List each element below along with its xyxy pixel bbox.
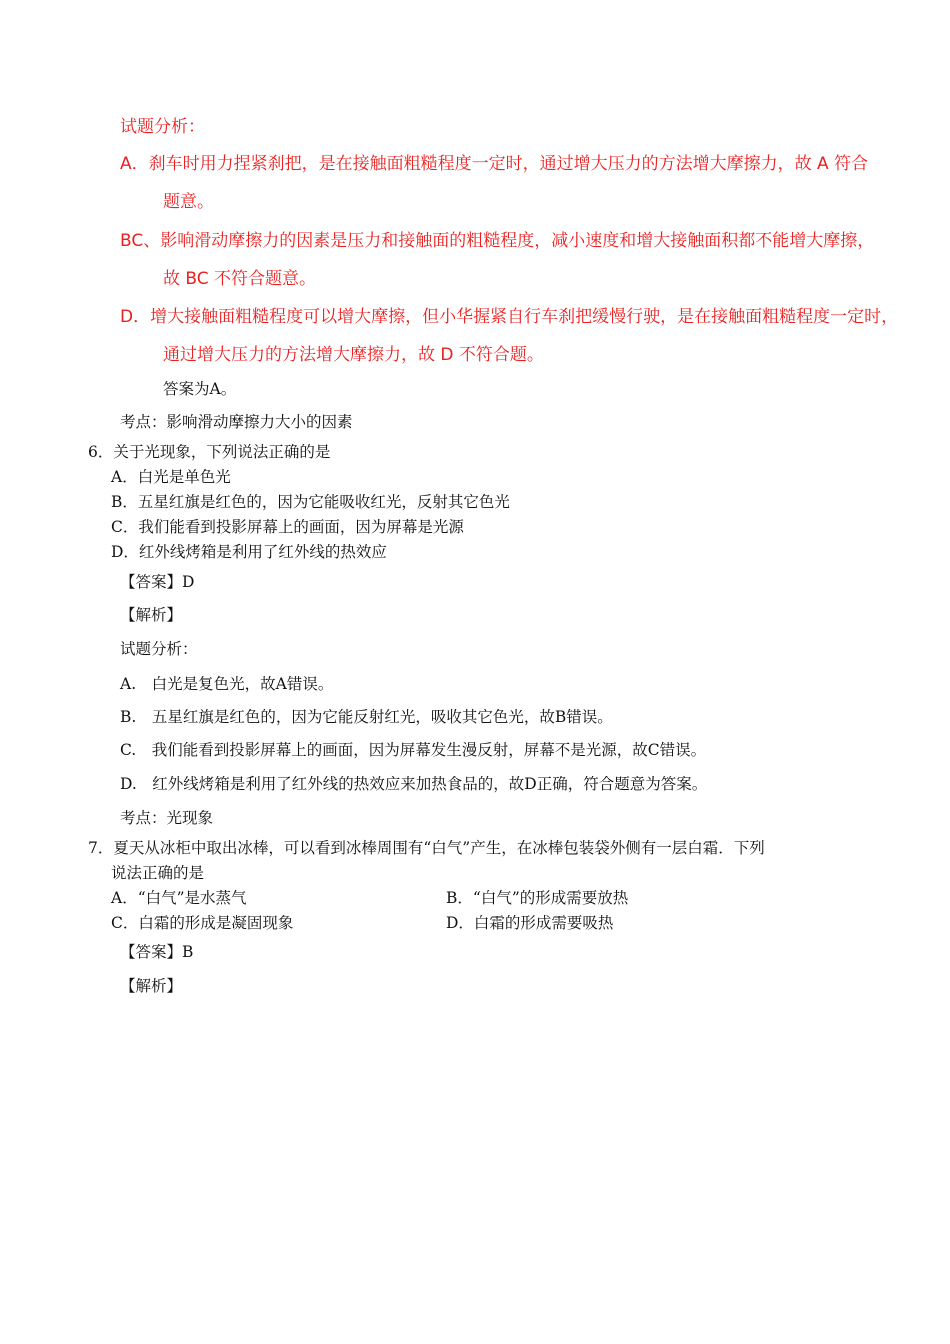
- q6-option-a: A．白光是单色光: [111, 468, 231, 486]
- q7-option-c: C．白霜的形成是凝固现象: [111, 914, 294, 932]
- q7-stem-line2: 说法正确的是: [111, 864, 205, 882]
- q6-kaodian: 考点：光现象: [120, 809, 214, 827]
- q6-stem: 6．关于光现象，下列说法正确的是: [88, 443, 331, 461]
- q6-analysis-b: B. 五星红旗是红色的，因为它能反射红光，吸收其它色光，故B错误。: [120, 708, 613, 726]
- q5-answer: 答案为A。: [163, 380, 237, 398]
- q6-option-b: B．五星红旗是红色的，因为它能吸收红光，反射其它色光: [111, 493, 510, 511]
- q5-analysis-d-line1: D．增大接触面粗糙程度可以增大摩擦，但小华握紧自行车刹把缓慢行驶，是在接触面粗糙程度一定时，: [120, 307, 899, 327]
- q6-option-d: D．红外线烤箱是利用了红外线的热效应: [111, 543, 387, 561]
- q7-option-a: A．“白气”是水蒸气: [111, 889, 247, 907]
- q6-analysis-a: A. 白光是复色光，故A错误。: [120, 675, 334, 693]
- q6-option-c: C．我们能看到投影屏幕上的画面，因为屏幕是光源: [111, 518, 464, 536]
- q6-analysis-heading: 试题分析：: [120, 640, 198, 658]
- q5-analysis-d-line2: 通过增大压力的方法增大摩擦力，故 D 不符合题。: [163, 345, 544, 365]
- q5-analysis-heading: 试题分析：: [120, 117, 205, 137]
- q7-stem-line1: 7．夏天从冰柜中取出冰棒，可以看到冰棒周围有“白气”产生，在冰棒包装袋外侧有一层白霜．下列: [88, 839, 765, 857]
- q5-kaodian: 考点：影响滑动摩擦力大小的因素: [120, 413, 353, 431]
- q5-analysis-a-line1: A．刹车时用力捏紧刹把，是在接触面粗糙程度一定时，通过增大压力的方法增大摩擦力，故 A 符合: [120, 154, 869, 174]
- q6-jiexi: 【解析】: [120, 606, 183, 624]
- q6-analysis-d: D. 红外线烤箱是利用了红外线的热效应来加热食品的，故D正确，符合题意为答案。: [120, 775, 708, 793]
- q5-analysis-a-line2: 题意。: [163, 192, 214, 212]
- q6-answer: 【答案】D: [120, 573, 195, 591]
- q7-jiexi: 【解析】: [120, 977, 183, 995]
- q7-answer: 【答案】B: [120, 943, 194, 961]
- q5-analysis-bc-line2: 故 BC 不符合题意。: [163, 269, 317, 289]
- q6-analysis-c: C. 我们能看到投影屏幕上的画面，因为屏幕发生漫反射，屏幕不是光源，故C错误。: [120, 741, 707, 759]
- q7-option-b: B．“白气”的形成需要放热: [446, 889, 629, 907]
- q5-analysis-bc-line1: BC、影响滑动摩擦力的因素是压力和接触面的粗糙程度，减小速度和增大接触面积都不能增大摩擦，: [120, 231, 875, 251]
- q7-option-d: D．白霜的形成需要吸热: [446, 914, 614, 932]
